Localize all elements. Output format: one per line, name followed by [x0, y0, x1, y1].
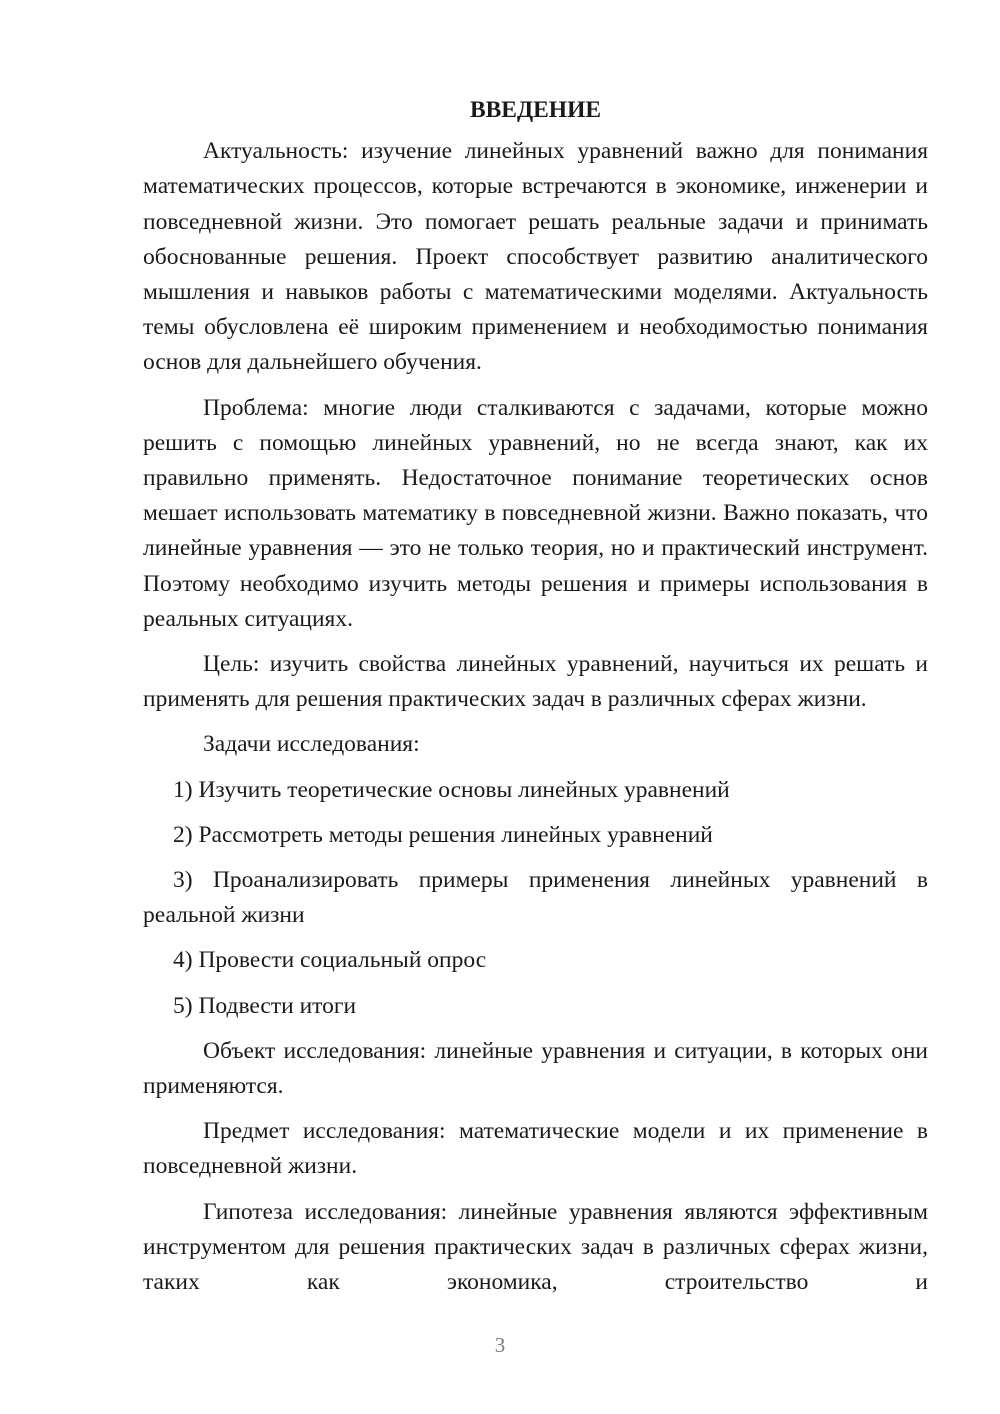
paragraph-object: Объект исследования: линейные уравнения и ситуации, в которых они применяются. — [143, 1037, 928, 1100]
page-number: 3 — [494, 1333, 506, 1357]
paragraph-problem: Проблема: многие люди сталкиваются с задачами, которые можно решить с помощью линейных уравнений, но не всегда знают, как их правильно применять. Недостаточное понимание теоретических основ мешает использовать математику в повседневной жизни. Важно показать, что линейные уравнения — это не только теория, но и практический инструмент. Поэтому необходимо изучить методы решения и примеры использования в реальных ситуациях. — [143, 394, 928, 632]
task-item-1: 1) Изучить теоретические основы линейных уравнений — [173, 776, 730, 803]
page-title: ВВЕДЕНИЕ — [469, 97, 602, 123]
paragraph-hypothesis: Гипотеза исследования: линейные уравнения являются эффективным инструментом для решения практических задач в различных сферах жизни, таких как экономика, строительство и — [143, 1198, 928, 1296]
task-item-4: 4) Провести социальный опрос — [173, 947, 487, 974]
paragraph-goal: Цель: изучить свойства линейных уравнений, научиться их решать и применять для решения практических задач в различных сферах жизни. — [143, 651, 928, 713]
task-item-3: 3) Проанализировать примеры применения линейных уравнений в реальной жизни — [143, 867, 928, 929]
paragraph-relevance: Актуальность: изучение линейных уравнений важно для понимания математических процессов, которые встречаются в экономике, инженерии и повседневной жизни. Это помогает решать реальные задачи и принимать обоснованные решения. Проект способствует развитию аналитического мышления и навыков работы с математическими моделями. Актуальность темы обусловлена её широким применением и необходимостью понимания основ для дальнейшего обучения. — [143, 138, 928, 376]
page-content — [143, 93, 928, 1310]
task-item-2: 2) Рассмотреть методы решения линейных уравнений — [173, 821, 713, 848]
paragraph-subject: Предмет исследования: математические модели и их применение в повседневной жизни. — [143, 1118, 928, 1180]
task-item-5: 5) Подвести итоги — [173, 992, 357, 1019]
tasks-heading: Задачи исследования: — [203, 731, 420, 758]
